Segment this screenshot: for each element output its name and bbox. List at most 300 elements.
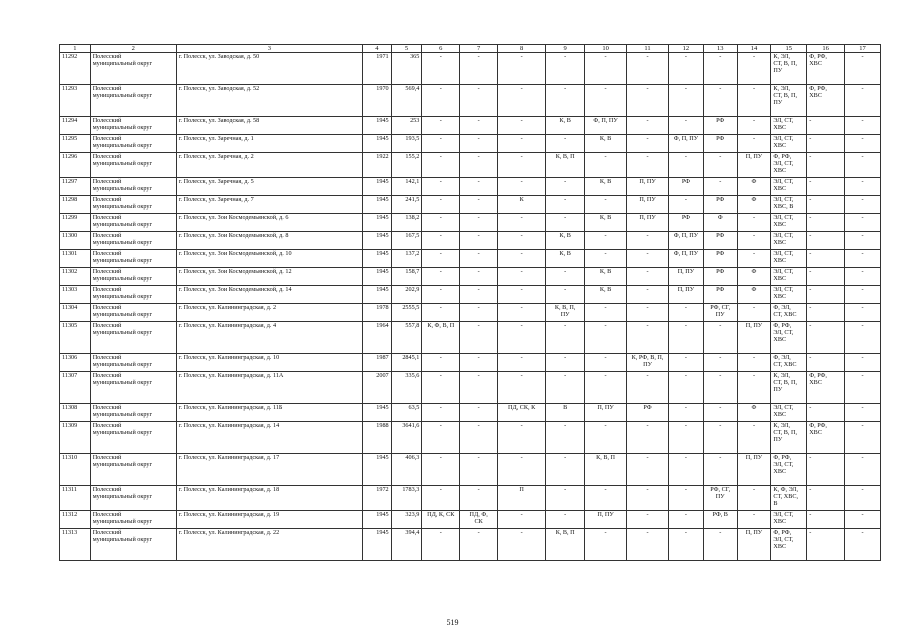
table-cell: Полесский муниципальный округ bbox=[90, 268, 176, 286]
table-cell: - bbox=[460, 454, 498, 486]
table-cell: - bbox=[845, 232, 881, 250]
column-number-cell: 15 bbox=[771, 45, 807, 53]
column-number-cell: 16 bbox=[807, 45, 845, 53]
table-cell: - bbox=[460, 268, 498, 286]
table-cell: - bbox=[737, 486, 771, 511]
table-cell: К, В, П bbox=[585, 454, 627, 486]
table-cell: - bbox=[703, 53, 737, 85]
table-cell: - bbox=[845, 322, 881, 354]
table-cell: - bbox=[422, 486, 460, 511]
table-cell: К, В, П, ПУ bbox=[546, 304, 585, 322]
table-cell: - bbox=[585, 486, 627, 511]
table-cell: - bbox=[845, 135, 881, 153]
table-cell: г. Полесск, ул. Заречная, д. 1 bbox=[176, 135, 362, 153]
table-cell: К, Ф, ЭЛ, СТ, ХВС, В bbox=[771, 486, 807, 511]
table-cell: 11297 bbox=[60, 178, 91, 196]
table-cell: П, ПУ bbox=[585, 511, 627, 529]
table-cell: 1945 bbox=[362, 529, 391, 561]
table-cell: - bbox=[498, 135, 546, 153]
table-cell: - bbox=[807, 153, 845, 178]
table-cell: П, ПУ bbox=[627, 196, 669, 214]
table-cell: Ф, РФ, ХВС bbox=[807, 53, 845, 85]
table-cell: - bbox=[498, 153, 546, 178]
table-cell: 335,6 bbox=[391, 372, 422, 404]
table-cell: - bbox=[737, 53, 771, 85]
table-row bbox=[60, 232, 881, 250]
table-cell: - bbox=[807, 529, 845, 561]
table-row bbox=[60, 214, 881, 232]
table-cell: РФ, СГ, ПУ bbox=[703, 486, 737, 511]
table-cell: - bbox=[737, 511, 771, 529]
table-cell: - bbox=[422, 85, 460, 117]
table-cell: - bbox=[585, 422, 627, 454]
table-cell: - bbox=[627, 486, 669, 511]
table-cell: Ф, РФ, ЭЛ, СТ, ХВС bbox=[771, 322, 807, 354]
table-cell: - bbox=[422, 286, 460, 304]
table-cell: - bbox=[703, 529, 737, 561]
table-cell: - bbox=[498, 53, 546, 85]
table-cell: - bbox=[627, 286, 669, 304]
table-cell: РФ bbox=[703, 286, 737, 304]
table-cell: 11296 bbox=[60, 153, 91, 178]
table-cell: - bbox=[498, 85, 546, 117]
table-cell: К, В, П bbox=[546, 529, 585, 561]
table-cell: 11309 bbox=[60, 422, 91, 454]
table-cell: - bbox=[737, 85, 771, 117]
table-cell: - bbox=[460, 404, 498, 422]
table-cell: ПД, СК, К bbox=[498, 404, 546, 422]
table-cell: - bbox=[422, 268, 460, 286]
table-cell: ЭЛ, СТ, ХВС bbox=[771, 232, 807, 250]
table-cell: - bbox=[845, 304, 881, 322]
table-cell: - bbox=[807, 214, 845, 232]
table-cell: г. Полесск, ул. Зои Космодемьянской, д. 12 bbox=[176, 268, 362, 286]
table-cell: - bbox=[460, 117, 498, 135]
table-row bbox=[60, 304, 881, 322]
table-cell: - bbox=[422, 354, 460, 372]
table-cell: - bbox=[845, 268, 881, 286]
table-cell: Ф, П, ПУ bbox=[669, 135, 704, 153]
table-cell: - bbox=[422, 117, 460, 135]
table-cell: - bbox=[737, 422, 771, 454]
column-number-cell: 1 bbox=[60, 45, 91, 53]
table-cell: Ф, РФ, ЭЛ, СТ, ХВС bbox=[771, 454, 807, 486]
table-cell: - bbox=[422, 372, 460, 404]
table-cell: - bbox=[845, 214, 881, 232]
table-cell: РФ bbox=[669, 214, 704, 232]
table-cell: РФ, СГ, ПУ bbox=[703, 304, 737, 322]
table-cell: - bbox=[845, 250, 881, 268]
table-cell: 365 bbox=[391, 53, 422, 85]
table-cell: - bbox=[627, 250, 669, 268]
table-cell: Ф, П, ПУ bbox=[669, 232, 704, 250]
table-cell: Полесский муниципальный округ bbox=[90, 286, 176, 304]
table-cell: 142,1 bbox=[391, 178, 422, 196]
table-row bbox=[60, 85, 881, 117]
table-cell: - bbox=[546, 454, 585, 486]
table-cell: К bbox=[498, 196, 546, 214]
table-cell: г. Полесск, ул. Заречная, д. 5 bbox=[176, 178, 362, 196]
table-cell: В bbox=[546, 404, 585, 422]
table-cell: ПД, Ф, СК bbox=[460, 511, 498, 529]
table-cell: - bbox=[807, 196, 845, 214]
table-cell: - bbox=[422, 214, 460, 232]
table-cell: 11306 bbox=[60, 354, 91, 372]
table-cell: - bbox=[460, 178, 498, 196]
table-cell: Полесский муниципальный округ bbox=[90, 511, 176, 529]
table-cell: - bbox=[669, 529, 704, 561]
table-cell: - bbox=[546, 286, 585, 304]
table-cell: - bbox=[585, 196, 627, 214]
table-cell: ПД, К, СК bbox=[422, 511, 460, 529]
table-cell: ЭЛ, СТ, ХВС bbox=[771, 117, 807, 135]
table-cell: Ф, П, ПУ bbox=[669, 250, 704, 268]
table-cell: 2845,1 bbox=[391, 354, 422, 372]
table-cell: - bbox=[737, 250, 771, 268]
table-cell: - bbox=[627, 135, 669, 153]
table-cell: 63,5 bbox=[391, 404, 422, 422]
table-cell: - bbox=[498, 268, 546, 286]
table-cell: 557,8 bbox=[391, 322, 422, 354]
table-cell: Ф, РФ, ЭЛ, СТ, ХВС bbox=[771, 529, 807, 561]
table-cell: РФ bbox=[669, 178, 704, 196]
table-cell: Полесский муниципальный округ bbox=[90, 454, 176, 486]
table-cell: ЭЛ, СТ, ХВС bbox=[771, 286, 807, 304]
table-cell: Полесский муниципальный округ bbox=[90, 422, 176, 454]
table-cell: - bbox=[460, 286, 498, 304]
table-cell: - bbox=[737, 117, 771, 135]
column-number-cell: 5 bbox=[391, 45, 422, 53]
table-cell: РФ bbox=[703, 196, 737, 214]
table-cell: 11304 bbox=[60, 304, 91, 322]
table-row bbox=[60, 286, 881, 304]
table-cell: - bbox=[807, 454, 845, 486]
table-cell: г. Полесск, ул. Калининградская, д. 4 bbox=[176, 322, 362, 354]
table-cell: - bbox=[498, 178, 546, 196]
table-cell: 1783,3 bbox=[391, 486, 422, 511]
table-cell: П, ПУ bbox=[627, 178, 669, 196]
table-cell: - bbox=[460, 322, 498, 354]
table-cell: - bbox=[845, 486, 881, 511]
table-cell: - bbox=[627, 304, 669, 322]
table-cell: Ф, РФ, ХВС bbox=[807, 372, 845, 404]
table-cell: - bbox=[669, 85, 704, 117]
table-cell: - bbox=[546, 322, 585, 354]
table-cell: - bbox=[669, 372, 704, 404]
table-cell: РФ bbox=[627, 404, 669, 422]
table-cell: - bbox=[460, 53, 498, 85]
table-cell: 1970 bbox=[362, 85, 391, 117]
table-cell: г. Полесск, ул. Калининградская, д. 14 bbox=[176, 422, 362, 454]
table-cell: 569,4 bbox=[391, 85, 422, 117]
table-cell: - bbox=[703, 372, 737, 404]
page-number: 519 bbox=[446, 618, 459, 627]
table-cell: г. Полесск, ул. Зои Космодемьянской, д. 14 bbox=[176, 286, 362, 304]
table-cell: 155,2 bbox=[391, 153, 422, 178]
table-cell: - bbox=[460, 250, 498, 268]
table-cell: - bbox=[498, 232, 546, 250]
table-cell: - bbox=[845, 53, 881, 85]
table-cell: - bbox=[703, 153, 737, 178]
table-cell: - bbox=[546, 372, 585, 404]
table-cell: - bbox=[703, 454, 737, 486]
table-cell: - bbox=[585, 322, 627, 354]
table-cell: г. Полесск, ул. Калининградская, д. 22 bbox=[176, 529, 362, 561]
table-cell: г. Полесск, ул. Калининградская, д. 10 bbox=[176, 354, 362, 372]
table-cell: П, ПУ bbox=[669, 268, 704, 286]
table-cell: - bbox=[498, 214, 546, 232]
table-cell: 11295 bbox=[60, 135, 91, 153]
column-number-cell: 2 bbox=[90, 45, 176, 53]
table-cell: - bbox=[585, 85, 627, 117]
table-cell: П, ПУ bbox=[627, 214, 669, 232]
table-cell: - bbox=[585, 53, 627, 85]
table-cell: - bbox=[460, 529, 498, 561]
column-number-cell: 10 bbox=[585, 45, 627, 53]
table-row bbox=[60, 422, 881, 454]
table-cell: К, В bbox=[546, 250, 585, 268]
table-cell: 11307 bbox=[60, 372, 91, 404]
table-cell: - bbox=[737, 304, 771, 322]
table-cell: П, ПУ bbox=[669, 286, 704, 304]
table-cell: - bbox=[498, 529, 546, 561]
table-cell: - bbox=[807, 250, 845, 268]
table-cell: - bbox=[669, 454, 704, 486]
table-cell: - bbox=[498, 117, 546, 135]
table-cell: - bbox=[737, 214, 771, 232]
table-cell: - bbox=[737, 354, 771, 372]
table-cell: - bbox=[807, 354, 845, 372]
table-cell: - bbox=[546, 85, 585, 117]
table-row bbox=[60, 196, 881, 214]
table-cell: - bbox=[546, 268, 585, 286]
table-cell: - bbox=[422, 422, 460, 454]
table-cell: 11298 bbox=[60, 196, 91, 214]
table-cell: - bbox=[498, 422, 546, 454]
table-cell: 1978 bbox=[362, 304, 391, 322]
table-cell: 323,9 bbox=[391, 511, 422, 529]
table-cell: Полесский муниципальный округ bbox=[90, 250, 176, 268]
table-cell: 11292 bbox=[60, 53, 91, 85]
table-cell: К, В bbox=[585, 286, 627, 304]
table-cell: 202,9 bbox=[391, 286, 422, 304]
table-cell: - bbox=[460, 232, 498, 250]
table-cell: Полесский муниципальный округ bbox=[90, 53, 176, 85]
table-row bbox=[60, 354, 881, 372]
table-cell: 11300 bbox=[60, 232, 91, 250]
table-cell: - bbox=[845, 372, 881, 404]
table-cell: - bbox=[627, 529, 669, 561]
table-cell: - bbox=[807, 232, 845, 250]
table-cell: - bbox=[845, 511, 881, 529]
table-cell: - bbox=[669, 322, 704, 354]
table-cell: - bbox=[845, 196, 881, 214]
table-cell: - bbox=[460, 372, 498, 404]
table-cell: ЭЛ, СТ, ХВС bbox=[771, 268, 807, 286]
table-cell: - bbox=[585, 153, 627, 178]
table-cell: Полесский муниципальный округ bbox=[90, 322, 176, 354]
table-cell: К, ЭЛ, СТ, В, П, ПУ bbox=[771, 422, 807, 454]
table-cell: - bbox=[669, 511, 704, 529]
column-number-cell: 3 bbox=[176, 45, 362, 53]
table-cell: - bbox=[627, 117, 669, 135]
table-cell: 394,4 bbox=[391, 529, 422, 561]
table-cell: - bbox=[845, 422, 881, 454]
table-cell: Ф bbox=[737, 404, 771, 422]
table-cell: 1945 bbox=[362, 511, 391, 529]
table-cell: 1964 bbox=[362, 322, 391, 354]
table-cell: - bbox=[422, 178, 460, 196]
table-cell: Полесский муниципальный округ bbox=[90, 372, 176, 404]
table-cell: 11310 bbox=[60, 454, 91, 486]
table-cell: - bbox=[546, 511, 585, 529]
table-cell: 158,7 bbox=[391, 268, 422, 286]
table-cell: ЭЛ, СТ, ХВС bbox=[771, 178, 807, 196]
table-cell: Ф, ЭЛ, СТ, ХВС bbox=[771, 354, 807, 372]
table-cell: - bbox=[460, 135, 498, 153]
table-cell: Полесский муниципальный округ bbox=[90, 178, 176, 196]
table-cell: 138,2 bbox=[391, 214, 422, 232]
table-cell: - bbox=[669, 304, 704, 322]
table-cell: 1945 bbox=[362, 250, 391, 268]
table-cell: П bbox=[498, 486, 546, 511]
table-cell: - bbox=[498, 372, 546, 404]
table-cell: г. Полесск, ул. Калининградская, д. 19 bbox=[176, 511, 362, 529]
table-cell: 1945 bbox=[362, 404, 391, 422]
table-cell: К, ЭЛ, СТ, В, П, ПУ bbox=[771, 53, 807, 85]
table-cell: РФ bbox=[703, 268, 737, 286]
table-cell: Ф, РФ, ЭЛ, СТ, ХВС bbox=[771, 153, 807, 178]
column-number-cell: 11 bbox=[627, 45, 669, 53]
table-cell: - bbox=[807, 117, 845, 135]
table-cell: 1945 bbox=[362, 178, 391, 196]
table-cell: ЭЛ, СТ, ХВС bbox=[771, 135, 807, 153]
table-row bbox=[60, 404, 881, 422]
table-cell: - bbox=[703, 322, 737, 354]
table-cell: П, ПУ bbox=[585, 404, 627, 422]
table-row bbox=[60, 322, 881, 354]
table-cell: - bbox=[845, 286, 881, 304]
table-row bbox=[60, 53, 881, 85]
table-cell: 137,2 bbox=[391, 250, 422, 268]
column-number-cell: 17 bbox=[845, 45, 881, 53]
column-number-cell: 7 bbox=[460, 45, 498, 53]
table-cell: 3641,6 bbox=[391, 422, 422, 454]
table-cell: - bbox=[669, 117, 704, 135]
table-cell: РФ bbox=[703, 250, 737, 268]
table-cell: Ф, РФ, ХВС bbox=[807, 85, 845, 117]
table-cell: ЭЛ, СТ, ХВС, В bbox=[771, 196, 807, 214]
table-cell: - bbox=[807, 404, 845, 422]
table-cell: - bbox=[627, 232, 669, 250]
table-cell: Полесский муниципальный округ bbox=[90, 214, 176, 232]
table-cell: Полесский муниципальный округ bbox=[90, 354, 176, 372]
table-cell: - bbox=[460, 304, 498, 322]
table-cell: Ф, РФ, ХВС bbox=[807, 422, 845, 454]
table-cell: - bbox=[845, 178, 881, 196]
table-cell: К, В bbox=[546, 117, 585, 135]
table-cell: Ф bbox=[737, 178, 771, 196]
column-number-cell: 4 bbox=[362, 45, 391, 53]
table-cell: К, В bbox=[585, 178, 627, 196]
table-cell: - bbox=[703, 354, 737, 372]
table-cell: - bbox=[627, 322, 669, 354]
table-cell: - bbox=[737, 372, 771, 404]
table-cell: ЭЛ, СТ, ХВС bbox=[771, 250, 807, 268]
table-cell: ЭЛ, СТ, ХВС bbox=[771, 214, 807, 232]
table-cell: - bbox=[498, 304, 546, 322]
table-cell: Полесский муниципальный округ bbox=[90, 232, 176, 250]
table-row bbox=[60, 250, 881, 268]
table-cell: - bbox=[703, 85, 737, 117]
table-cell: 1971 bbox=[362, 53, 391, 85]
table-cell: - bbox=[585, 354, 627, 372]
table-cell: К, В, П bbox=[546, 153, 585, 178]
table-row bbox=[60, 372, 881, 404]
table-cell: Полесский муниципальный округ bbox=[90, 135, 176, 153]
table-cell: г. Полесск, ул. Зои Космодемьянской, д. 10 bbox=[176, 250, 362, 268]
table-cell: - bbox=[807, 322, 845, 354]
table-cell: 1945 bbox=[362, 196, 391, 214]
table-cell: 2555,5 bbox=[391, 304, 422, 322]
table-cell: - bbox=[737, 232, 771, 250]
table-cell: К, В bbox=[546, 232, 585, 250]
table-cell: - bbox=[585, 372, 627, 404]
column-number-cell: 8 bbox=[498, 45, 546, 53]
table-cell: РФ bbox=[703, 117, 737, 135]
table-cell: - bbox=[460, 486, 498, 511]
table-cell: Полесский муниципальный округ bbox=[90, 85, 176, 117]
table-cell: - bbox=[422, 196, 460, 214]
table-cell: 11294 bbox=[60, 117, 91, 135]
table-cell: - bbox=[546, 196, 585, 214]
table-cell: 193,5 bbox=[391, 135, 422, 153]
table-cell: 11308 bbox=[60, 404, 91, 422]
table-cell: - bbox=[845, 117, 881, 135]
table-cell: - bbox=[845, 354, 881, 372]
table-cell: Полесский муниципальный округ bbox=[90, 404, 176, 422]
table-cell: - bbox=[669, 486, 704, 511]
table-cell: г. Полесск, ул. Калининградская, д. 18 bbox=[176, 486, 362, 511]
table-cell: - bbox=[546, 486, 585, 511]
table-cell: 11305 bbox=[60, 322, 91, 354]
table-cell: - bbox=[422, 153, 460, 178]
table-cell: 1945 bbox=[362, 232, 391, 250]
table-cell: 1945 bbox=[362, 454, 391, 486]
table-cell: 2007 bbox=[362, 372, 391, 404]
table-cell: Ф, ЭЛ, СТ, ХВС bbox=[771, 304, 807, 322]
table-cell: К, ЭЛ, СТ, В, П, ПУ bbox=[771, 85, 807, 117]
table-cell: - bbox=[498, 250, 546, 268]
table-cell: - bbox=[807, 178, 845, 196]
table-cell: К, ЭЛ, СТ, В, П, ПУ bbox=[771, 372, 807, 404]
table-cell: 1945 bbox=[362, 268, 391, 286]
table-cell: 11313 bbox=[60, 529, 91, 561]
table-cell: - bbox=[585, 529, 627, 561]
table-cell: ЭЛ, СТ, ХВС bbox=[771, 404, 807, 422]
table-cell: 167,5 bbox=[391, 232, 422, 250]
table-cell: - bbox=[546, 135, 585, 153]
table-cell: - bbox=[585, 232, 627, 250]
table-cell: 1945 bbox=[362, 214, 391, 232]
table-row bbox=[60, 454, 881, 486]
column-number-cell: 14 bbox=[737, 45, 771, 53]
table-row bbox=[60, 178, 881, 196]
table-cell: 1945 bbox=[362, 286, 391, 304]
table-cell: - bbox=[703, 404, 737, 422]
table-cell: - bbox=[585, 250, 627, 268]
table-cell: 253 bbox=[391, 117, 422, 135]
